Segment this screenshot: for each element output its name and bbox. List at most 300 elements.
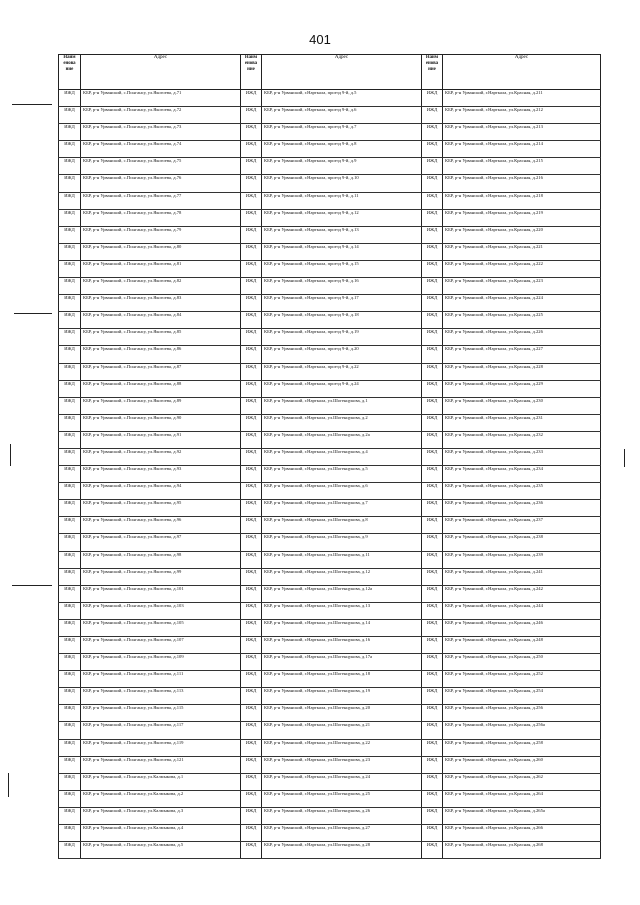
address-cell: КБР, р-н Урванский, г.Нарткала, ул.Красная, д.227 <box>443 346 601 363</box>
address-cell: КБР, р-н Урванский, г.Нарткала, ул.Красная, д.264 <box>443 790 601 807</box>
table-row <box>59 158 601 175</box>
object-type-cell: ИЖД <box>241 380 262 397</box>
object-type-cell: ИЖД <box>422 226 443 243</box>
address-cell: КБР, р-н Урванский, с.Псыгансу, ул.Якогоева, д.77 <box>81 192 241 209</box>
object-type-cell: ИЖД <box>241 551 262 568</box>
address-cell: КБР, р-н Урванский, с.Псыгансу, ул.Якогоева, д.81 <box>81 260 241 277</box>
object-type-cell: ИЖД <box>59 90 81 107</box>
address-cell: КБР, р-н Урванский, г.Нарткала, ул.Красная, д.233 <box>443 448 601 465</box>
margin-mark-4 <box>10 444 11 466</box>
address-cell: КБР, р-н Урванский, г.Нарткала, проезд 9-й, д.18 <box>262 312 422 329</box>
address-cell: КБР, р-н Урванский, с.Псыгансу, ул.Якогоева, д.98 <box>81 551 241 568</box>
table-row <box>59 654 601 671</box>
margin-mark-2 <box>14 313 52 314</box>
address-cell: КБР, р-н Урванский, г.Нарткала, ул.Красная, д.258 <box>443 739 601 756</box>
address-cell: КБР, р-н Урванский, г.Нарткала, ул.Шогенцукова, д.14 <box>262 619 422 636</box>
object-type-cell: ИЖД <box>422 825 443 842</box>
object-type-cell: ИЖД <box>422 90 443 107</box>
address-cell: КБР, р-н Урванский, с.Псыгансу, ул.Калмыкова, д.5 <box>81 842 241 859</box>
object-type-cell: ИЖД <box>241 773 262 790</box>
object-type-cell: ИЖД <box>241 500 262 517</box>
object-type-cell: ИЖД <box>241 534 262 551</box>
address-cell: КБР, р-н Урванский, г.Нарткала, ул.Шогенцукова, д.23 <box>262 756 422 773</box>
object-type-cell: ИЖД <box>422 534 443 551</box>
table-body <box>59 90 601 859</box>
object-type-cell: ИЖД <box>241 466 262 483</box>
object-type-cell: ИЖД <box>59 346 81 363</box>
address-cell: КБР, р-н Урванский, с.Псыгансу, ул.Якогоева, д.78 <box>81 209 241 226</box>
object-type-cell: ИЖД <box>422 551 443 568</box>
table-row <box>59 226 601 243</box>
address-cell: КБР, р-н Урванский, г.Нарткала, ул.Красная, д.221 <box>443 243 601 260</box>
object-type-cell: ИЖД <box>59 756 81 773</box>
object-type-cell: ИЖД <box>241 671 262 688</box>
object-type-cell: ИЖД <box>422 363 443 380</box>
address-cell: КБР, р-н Урванский, г.Нарткала, ул.Красная, д.238 <box>443 534 601 551</box>
object-type-cell: ИЖД <box>59 705 81 722</box>
address-cell: КБР, р-н Урванский, г.Нарткала, проезд 9-й, д.17 <box>262 295 422 312</box>
object-type-cell: ИЖД <box>59 312 81 329</box>
address-cell: КБР, р-н Урванский, с.Псыгансу, ул.Якогоева, д.80 <box>81 243 241 260</box>
object-type-cell: ИЖД <box>422 107 443 124</box>
address-cell: КБР, р-н Урванский, г.Нарткала, ул.Красная, д.229 <box>443 380 601 397</box>
object-type-cell: ИЖД <box>59 483 81 500</box>
address-cell: КБР, р-н Урванский, г.Нарткала, проезд 9-й, д.9 <box>262 158 422 175</box>
address-cell: КБР, р-н Урванский, с.Псыгансу, ул.Якогоева, д.94 <box>81 483 241 500</box>
object-type-cell: ИЖД <box>59 637 81 654</box>
address-cell: КБР, р-н Урванский, г.Нарткала, ул.Красная, д.219 <box>443 209 601 226</box>
address-cell: КБР, р-н Урванский, г.Нарткала, ул.Шогенцукова, д.20 <box>262 705 422 722</box>
address-cell: КБР, р-н Урванский, г.Нарткала, ул.Красная, д.265а <box>443 807 601 824</box>
table-row <box>59 192 601 209</box>
margin-mark-6 <box>624 449 625 467</box>
address-cell: КБР, р-н Урванский, г.Нарткала, ул.Шогенцукова, д.8 <box>262 517 422 534</box>
address-cell: КБР, р-н Урванский, г.Нарткала, ул.Шогенцукова, д.2а <box>262 431 422 448</box>
address-cell: КБР, р-н Урванский, г.Нарткала, ул.Шогенцукова, д.6 <box>262 483 422 500</box>
address-cell: КБР, р-н Урванский, с.Псыгансу, ул.Якогоева, д.72 <box>81 107 241 124</box>
address-cell: КБР, р-н Урванский, г.Нарткала, ул.Шогенцукова, д.22 <box>262 739 422 756</box>
object-type-cell: ИЖД <box>241 585 262 602</box>
address-cell: КБР, р-н Урванский, г.Нарткала, ул.Шогенцукова, д.1 <box>262 397 422 414</box>
object-type-cell: ИЖД <box>422 414 443 431</box>
address-cell: КБР, р-н Урванский, г.Нарткала, ул.Красная, д.214 <box>443 141 601 158</box>
object-type-cell: ИЖД <box>59 739 81 756</box>
page-number: 401 <box>309 32 331 47</box>
address-cell: КБР, р-н Урванский, г.Нарткала, ул.Шогенцукова, д.25 <box>262 790 422 807</box>
address-cell: КБР, р-н Урванский, г.Нарткала, проезд 9-й, д.13 <box>262 226 422 243</box>
object-type-cell: ИЖД <box>241 431 262 448</box>
address-cell: КБР, р-н Урванский, г.Нарткала, ул.Красная, д.248 <box>443 637 601 654</box>
object-type-cell: ИЖД <box>422 790 443 807</box>
object-type-cell: ИЖД <box>422 260 443 277</box>
object-type-cell: ИЖД <box>422 585 443 602</box>
object-type-cell: ИЖД <box>59 329 81 346</box>
address-cell: КБР, р-н Урванский, г.Нарткала, ул.Красная, д.231 <box>443 414 601 431</box>
table-row <box>59 534 601 551</box>
address-cell: КБР, р-н Урванский, г.Нарткала, ул.Красная, д.232 <box>443 431 601 448</box>
address-cell: КБР, р-н Урванский, г.Нарткала, ул.Шогенцукова, д.12 <box>262 568 422 585</box>
address-cell: КБР, р-н Урванский, г.Нарткала, ул.Красная, д.262 <box>443 773 601 790</box>
table-row <box>59 209 601 226</box>
object-type-cell: ИЖД <box>59 278 81 295</box>
address-cell: КБР, р-н Урванский, г.Нарткала, ул.Красная, д.211 <box>443 90 601 107</box>
object-type-cell: ИЖД <box>241 807 262 824</box>
object-type-cell: ИЖД <box>241 312 262 329</box>
header-address-3: Адрес <box>443 55 601 90</box>
table-row <box>59 346 601 363</box>
address-cell: КБР, р-н Урванский, г.Нарткала, ул.Красная, д.222 <box>443 260 601 277</box>
address-cell: КБР, р-н Урванский, г.Нарткала, ул.Красная, д.212 <box>443 107 601 124</box>
table-row <box>59 517 601 534</box>
object-type-cell: ИЖД <box>241 602 262 619</box>
address-cell: КБР, р-н Урванский, г.Нарткала, ул.Красная, д.230 <box>443 397 601 414</box>
address-cell: КБР, р-н Урванский, г.Нарткала, проезд 9-й, д.12 <box>262 209 422 226</box>
object-type-cell: ИЖД <box>241 448 262 465</box>
table-row <box>59 483 601 500</box>
table-row <box>59 466 601 483</box>
table-row <box>59 568 601 585</box>
address-cell: КБР, р-н Урванский, с.Псыгансу, ул.Якогоева, д.79 <box>81 226 241 243</box>
table-row <box>59 825 601 842</box>
object-type-cell: ИЖД <box>241 414 262 431</box>
object-type-cell: ИЖД <box>241 397 262 414</box>
object-type-cell: ИЖД <box>422 739 443 756</box>
object-type-cell: ИЖД <box>422 602 443 619</box>
table-row <box>59 773 601 790</box>
address-cell: КБР, р-н Урванский, с.Псыгансу, ул.Якогоева, д.87 <box>81 363 241 380</box>
object-type-cell: ИЖД <box>422 295 443 312</box>
address-cell: КБР, р-н Урванский, г.Нарткала, ул.Шогенцукова, д.9 <box>262 534 422 551</box>
header-type-1: Наим енова ние <box>59 55 81 90</box>
object-type-cell: ИЖД <box>422 773 443 790</box>
table-row <box>59 790 601 807</box>
address-cell: КБР, р-н Урванский, г.Нарткала, ул.Красная, д.234 <box>443 466 601 483</box>
object-type-cell: ИЖД <box>422 517 443 534</box>
object-type-cell: ИЖД <box>59 124 81 141</box>
address-cell: КБР, р-н Урванский, г.Нарткала, проезд 9-й, д.11 <box>262 192 422 209</box>
object-type-cell: ИЖД <box>241 637 262 654</box>
address-cell: КБР, р-н Урванский, г.Нарткала, ул.Шогенцукова, д.24 <box>262 773 422 790</box>
object-type-cell: ИЖД <box>59 158 81 175</box>
object-type-cell: ИЖД <box>59 688 81 705</box>
object-type-cell: ИЖД <box>241 175 262 192</box>
table-row <box>59 448 601 465</box>
table-row <box>59 175 601 192</box>
address-cell: КБР, р-н Урванский, г.Нарткала, ул.Красная, д.213 <box>443 124 601 141</box>
address-cell: КБР, р-н Урванский, г.Нарткала, проезд 9-й, д.15 <box>262 260 422 277</box>
object-type-cell: ИЖД <box>241 107 262 124</box>
table-row <box>59 551 601 568</box>
address-cell: КБР, р-н Урванский, г.Нарткала, ул.Красная, д.223 <box>443 278 601 295</box>
object-type-cell: ИЖД <box>59 842 81 859</box>
table-row <box>59 637 601 654</box>
address-cell: КБР, р-н Урванский, г.Нарткала, ул.Шогенцукова, д.28 <box>262 842 422 859</box>
object-type-cell: ИЖД <box>59 141 81 158</box>
table-header-row <box>59 55 601 90</box>
object-type-cell: ИЖД <box>241 278 262 295</box>
table-row <box>59 756 601 773</box>
object-type-cell: ИЖД <box>241 260 262 277</box>
object-type-cell: ИЖД <box>59 722 81 739</box>
object-type-cell: ИЖД <box>422 756 443 773</box>
margin-mark-3 <box>12 585 52 586</box>
object-type-cell: ИЖД <box>59 619 81 636</box>
table-row <box>59 107 601 124</box>
address-cell: КБР, р-н Урванский, с.Псыгансу, ул.Якогоева, д.113 <box>81 688 241 705</box>
object-type-cell: ИЖД <box>241 363 262 380</box>
table-row <box>59 602 601 619</box>
object-type-cell: ИЖД <box>422 192 443 209</box>
address-cell: КБР, р-н Урванский, г.Нарткала, ул.Шогенцукова, д.7 <box>262 500 422 517</box>
address-cell: КБР, р-н Урванский, с.Псыгансу, ул.Якогоева, д.83 <box>81 295 241 312</box>
address-cell: КБР, р-н Урванский, г.Нарткала, ул.Красная, д.268 <box>443 842 601 859</box>
object-type-cell: ИЖД <box>241 329 262 346</box>
address-cell: КБР, р-н Урванский, с.Псыгансу, ул.Якогоева, д.119 <box>81 739 241 756</box>
object-type-cell: ИЖД <box>241 739 262 756</box>
object-type-cell: ИЖД <box>59 534 81 551</box>
table-row <box>59 397 601 414</box>
address-cell: КБР, р-н Урванский, г.Нарткала, ул.Красная, д.228 <box>443 363 601 380</box>
object-type-cell: ИЖД <box>59 295 81 312</box>
table-row <box>59 141 601 158</box>
address-cell: КБР, р-н Урванский, г.Нарткала, проезд 9-й, д.20 <box>262 346 422 363</box>
address-cell: КБР, р-н Урванский, с.Псыгансу, ул.Якогоева, д.117 <box>81 722 241 739</box>
address-cell: КБР, р-н Урванский, г.Нарткала, проезд 9-й, д.24 <box>262 380 422 397</box>
address-cell: КБР, р-н Урванский, г.Нарткала, проезд 9-й, д.5 <box>262 90 422 107</box>
object-type-cell: ИЖД <box>241 295 262 312</box>
table-row <box>59 619 601 636</box>
object-type-cell: ИЖД <box>422 124 443 141</box>
object-type-cell: ИЖД <box>422 431 443 448</box>
address-cell: КБР, р-н Урванский, г.Нарткала, проезд 9-й, д.10 <box>262 175 422 192</box>
address-cell: КБР, р-н Урванский, г.Нарткала, ул.Красная, д.235 <box>443 483 601 500</box>
table-row <box>59 329 601 346</box>
object-type-cell: ИЖД <box>59 448 81 465</box>
table-row <box>59 278 601 295</box>
object-type-cell: ИЖД <box>59 585 81 602</box>
address-cell: КБР, р-н Урванский, г.Нарткала, ул.Шогенцукова, д.4 <box>262 448 422 465</box>
table-row <box>59 363 601 380</box>
address-cell: КБР, р-н Урванский, с.Псыгансу, ул.Якогоева, д.107 <box>81 637 241 654</box>
address-cell: КБР, р-н Урванский, с.Псыгансу, ул.Якогоева, д.90 <box>81 414 241 431</box>
table-row <box>59 705 601 722</box>
address-cell: КБР, р-н Урванский, г.Нарткала, ул.Шогенцукова, д.11 <box>262 551 422 568</box>
object-type-cell: ИЖД <box>422 209 443 226</box>
object-type-cell: ИЖД <box>422 346 443 363</box>
object-type-cell: ИЖД <box>241 722 262 739</box>
table-row <box>59 260 601 277</box>
object-type-cell: ИЖД <box>59 209 81 226</box>
object-type-cell: ИЖД <box>59 568 81 585</box>
object-type-cell: ИЖД <box>422 671 443 688</box>
address-cell: КБР, р-н Урванский, с.Псыгансу, ул.Якогоева, д.85 <box>81 329 241 346</box>
address-cell: КБР, р-н Урванский, г.Нарткала, ул.Шогенцукова, д.5 <box>262 466 422 483</box>
address-cell: КБР, р-н Урванский, г.Нарткала, ул.Шогенцукова, д.17а <box>262 654 422 671</box>
object-type-cell: ИЖД <box>59 517 81 534</box>
object-type-cell: ИЖД <box>422 483 443 500</box>
address-cell: КБР, р-н Урванский, г.Нарткала, ул.Шогенцукова, д.13 <box>262 602 422 619</box>
object-type-cell: ИЖД <box>422 329 443 346</box>
object-type-cell: ИЖД <box>422 619 443 636</box>
margin-mark-5 <box>8 773 9 797</box>
table-row <box>59 90 601 107</box>
address-cell: КБР, р-н Урванский, г.Нарткала, проезд 9-й, д.7 <box>262 124 422 141</box>
address-cell: КБР, р-н Урванский, с.Псыгансу, ул.Якогоева, д.121 <box>81 756 241 773</box>
object-type-cell: ИЖД <box>422 654 443 671</box>
object-type-cell: ИЖД <box>241 90 262 107</box>
address-cell: КБР, р-н Урванский, с.Псыгансу, ул.Якогоева, д.82 <box>81 278 241 295</box>
object-type-cell: ИЖД <box>59 773 81 790</box>
table-row <box>59 688 601 705</box>
object-type-cell: ИЖД <box>241 705 262 722</box>
table-row <box>59 739 601 756</box>
table-row <box>59 124 601 141</box>
object-type-cell: ИЖД <box>241 158 262 175</box>
object-type-cell: ИЖД <box>59 243 81 260</box>
object-type-cell: ИЖД <box>241 825 262 842</box>
address-cell: КБР, р-н Урванский, г.Нарткала, проезд 9-й, д.16 <box>262 278 422 295</box>
object-type-cell: ИЖД <box>241 124 262 141</box>
address-cell: КБР, р-н Урванский, г.Нарткала, ул.Красная, д.226 <box>443 329 601 346</box>
object-type-cell: ИЖД <box>59 397 81 414</box>
object-type-cell: ИЖД <box>241 790 262 807</box>
object-type-cell: ИЖД <box>241 192 262 209</box>
address-cell: КБР, р-н Урванский, с.Псыгансу, ул.Якогоева, д.84 <box>81 312 241 329</box>
object-type-cell: ИЖД <box>241 517 262 534</box>
object-type-cell: ИЖД <box>241 619 262 636</box>
address-cell: КБР, р-н Урванский, г.Нарткала, проезд 9-й, д.22 <box>262 363 422 380</box>
object-type-cell: ИЖД <box>422 397 443 414</box>
object-type-cell: ИЖД <box>422 807 443 824</box>
address-cell: КБР, р-н Урванский, с.Псыгансу, ул.Якогоева, д.75 <box>81 158 241 175</box>
address-cell: КБР, р-н Урванский, г.Нарткала, проезд 9-й, д.8 <box>262 141 422 158</box>
object-type-cell: ИЖД <box>241 654 262 671</box>
object-type-cell: ИЖД <box>241 346 262 363</box>
object-type-cell: ИЖД <box>59 107 81 124</box>
address-cell: КБР, р-н Урванский, с.Псыгансу, ул.Якогоева, д.101 <box>81 585 241 602</box>
address-cell: КБР, р-н Урванский, г.Нарткала, ул.Красная, д.241 <box>443 568 601 585</box>
address-cell: КБР, р-н Урванский, с.Псыгансу, ул.Якогоева, д.92 <box>81 448 241 465</box>
address-cell: КБР, р-н Урванский, г.Нарткала, проезд 9-й, д.6 <box>262 107 422 124</box>
address-cell: КБР, р-н Урванский, с.Псыгансу, ул.Якогоева, д.96 <box>81 517 241 534</box>
address-cell: КБР, р-н Урванский, с.Псыгансу, ул.Калмыкова, д.3 <box>81 807 241 824</box>
object-type-cell: ИЖД <box>59 363 81 380</box>
table-row <box>59 414 601 431</box>
address-cell: КБР, р-н Урванский, г.Нарткала, ул.Красная, д.224 <box>443 295 601 312</box>
object-type-cell: ИЖД <box>59 192 81 209</box>
address-cell: КБР, р-н Урванский, с.Псыгансу, ул.Якогоева, д.111 <box>81 671 241 688</box>
margin-mark-1 <box>12 104 52 105</box>
object-type-cell: ИЖД <box>59 226 81 243</box>
object-type-cell: ИЖД <box>422 722 443 739</box>
address-table <box>58 54 601 859</box>
object-type-cell: ИЖД <box>422 175 443 192</box>
address-cell: КБР, р-н Урванский, г.Нарткала, ул.Красная, д.256 <box>443 705 601 722</box>
object-type-cell: ИЖД <box>422 500 443 517</box>
object-type-cell: ИЖД <box>59 380 81 397</box>
object-type-cell: ИЖД <box>59 466 81 483</box>
address-cell: КБР, р-н Урванский, г.Нарткала, ул.Красная, д.250 <box>443 654 601 671</box>
object-type-cell: ИЖД <box>422 243 443 260</box>
object-type-cell: ИЖД <box>422 380 443 397</box>
address-cell: КБР, р-н Урванский, г.Нарткала, ул.Красная, д.220 <box>443 226 601 243</box>
address-cell: КБР, р-н Урванский, с.Псыгансу, ул.Якогоева, д.97 <box>81 534 241 551</box>
address-cell: КБР, р-н Урванский, г.Нарткала, ул.Шогенцукова, д.18 <box>262 671 422 688</box>
address-cell: КБР, р-н Урванский, с.Псыгансу, ул.Якогоева, д.71 <box>81 90 241 107</box>
table-row <box>59 431 601 448</box>
object-type-cell: ИЖД <box>241 243 262 260</box>
object-type-cell: ИЖД <box>241 209 262 226</box>
address-cell: КБР, р-н Урванский, с.Псыгансу, ул.Якогоева, д.109 <box>81 654 241 671</box>
table-row <box>59 312 601 329</box>
address-cell: КБР, р-н Урванский, г.Нарткала, проезд 9-й, д.19 <box>262 329 422 346</box>
address-cell: КБР, р-н Урванский, г.Нарткала, ул.Красная, д.260 <box>443 756 601 773</box>
object-type-cell: ИЖД <box>59 807 81 824</box>
table-row <box>59 585 601 602</box>
address-cell: КБР, р-н Урванский, г.Нарткала, ул.Красная, д.266 <box>443 825 601 842</box>
address-cell: КБР, р-н Урванский, с.Псыгансу, ул.Якогоева, д.89 <box>81 397 241 414</box>
address-cell: КБР, р-н Урванский, г.Нарткала, ул.Шогенцукова, д.12а <box>262 585 422 602</box>
address-cell: КБР, р-н Урванский, г.Нарткала, ул.Красная, д.256а <box>443 722 601 739</box>
object-type-cell: ИЖД <box>422 141 443 158</box>
address-cell: КБР, р-н Урванский, г.Нарткала, ул.Красная, д.252 <box>443 671 601 688</box>
address-cell: КБР, р-н Урванский, с.Псыгансу, ул.Якогоева, д.86 <box>81 346 241 363</box>
object-type-cell: ИЖД <box>241 756 262 773</box>
header-address-1: Адрес <box>81 55 241 90</box>
address-cell: КБР, р-н Урванский, с.Псыгансу, ул.Якогоева, д.99 <box>81 568 241 585</box>
address-cell: КБР, р-н Урванский, г.Нарткала, ул.Красная, д.216 <box>443 175 601 192</box>
object-type-cell: ИЖД <box>241 842 262 859</box>
object-type-cell: ИЖД <box>422 158 443 175</box>
table-row <box>59 380 601 397</box>
object-type-cell: ИЖД <box>59 260 81 277</box>
address-cell: КБР, р-н Урванский, с.Псыгансу, ул.Якогоева, д.74 <box>81 141 241 158</box>
object-type-cell: ИЖД <box>241 141 262 158</box>
object-type-cell: ИЖД <box>241 688 262 705</box>
address-cell: КБР, р-н Урванский, г.Нарткала, ул.Шогенцукова, д.26 <box>262 807 422 824</box>
address-cell: КБР, р-н Урванский, с.Псыгансу, ул.Якогоева, д.115 <box>81 705 241 722</box>
object-type-cell: ИЖД <box>59 414 81 431</box>
object-type-cell: ИЖД <box>59 175 81 192</box>
address-cell: КБР, р-н Урванский, с.Псыгансу, ул.Якогоева, д.91 <box>81 431 241 448</box>
object-type-cell: ИЖД <box>59 654 81 671</box>
object-type-cell: ИЖД <box>422 466 443 483</box>
address-cell: КБР, р-н Урванский, г.Нарткала, проезд 9-й, д.14 <box>262 243 422 260</box>
object-type-cell: ИЖД <box>241 568 262 585</box>
object-type-cell: ИЖД <box>59 431 81 448</box>
address-cell: КБР, р-н Урванский, с.Псыгансу, ул.Якогоева, д.88 <box>81 380 241 397</box>
address-cell: КБР, р-н Урванский, г.Нарткала, ул.Красная, д.244 <box>443 602 601 619</box>
address-cell: КБР, р-н Урванский, с.Псыгансу, ул.Калмыкова, д.2 <box>81 790 241 807</box>
address-cell: КБР, р-н Урванский, г.Нарткала, ул.Шогенцукова, д.27 <box>262 825 422 842</box>
address-cell: КБР, р-н Урванский, с.Псыгансу, ул.Якогоева, д.76 <box>81 175 241 192</box>
address-cell: КБР, р-н Урванский, г.Нарткала, ул.Красная, д.254 <box>443 688 601 705</box>
address-cell: КБР, р-н Урванский, с.Псыгансу, ул.Якогоева, д.93 <box>81 466 241 483</box>
object-type-cell: ИЖД <box>59 551 81 568</box>
address-cell: КБР, р-н Урванский, г.Нарткала, ул.Красная, д.215 <box>443 158 601 175</box>
address-cell: КБР, р-н Урванский, г.Нарткала, ул.Красная, д.242 <box>443 585 601 602</box>
object-type-cell: ИЖД <box>422 688 443 705</box>
table-row <box>59 295 601 312</box>
address-cell: КБР, р-н Урванский, г.Нарткала, ул.Шогенцукова, д.2 <box>262 414 422 431</box>
address-cell: КБР, р-н Урванский, г.Нарткала, ул.Шогенцукова, д.19 <box>262 688 422 705</box>
object-type-cell: ИЖД <box>59 671 81 688</box>
header-type-2: Наим енова ние <box>241 55 262 90</box>
object-type-cell: ИЖД <box>59 500 81 517</box>
object-type-cell: ИЖД <box>422 637 443 654</box>
object-type-cell: ИЖД <box>422 568 443 585</box>
address-cell: КБР, р-н Урванский, г.Нарткала, ул.Красная, д.225 <box>443 312 601 329</box>
